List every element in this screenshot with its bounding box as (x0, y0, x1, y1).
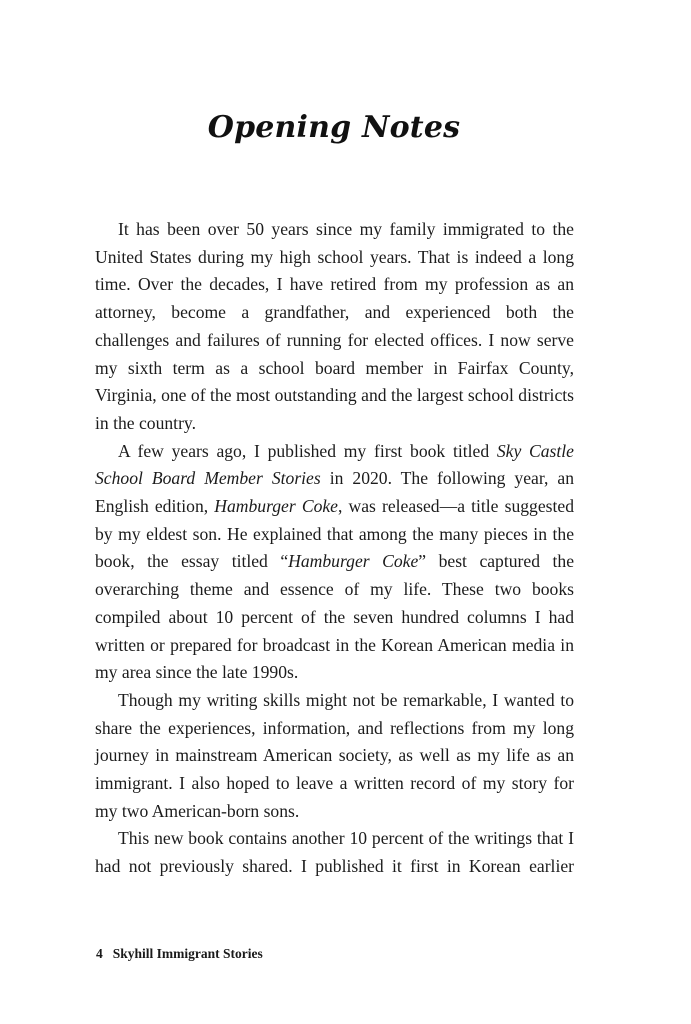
page-number: 4 (96, 946, 103, 961)
paragraph-1-text: It has been over 50 years since my family immigrated to the United States during my high school years. That is indeed a long time. Over the decades, I have retired from my profession as an attorney, become a grandfather, and experienced both the challenges and failures of running for elected offices. I now serve my sixth term as a school board member in Fairfax County, Virginia, one of the most outstanding and the largest school districts in the country. (95, 219, 574, 433)
paragraph-2-text: , was released—a title suggested by my eldest son. He explained that among the many pieces in the book, the essay titled “ (95, 496, 574, 572)
book-title-sky-castle: Sky Castle School Board Member Stories (95, 440, 574, 489)
paragraph-3 (95, 687, 574, 826)
page-title: Opening Notes (207, 110, 461, 145)
running-book-title: Skyhill Immigrant Stories (112, 946, 263, 961)
paragraph-2-text: in 2020. The following year, an English edition, (95, 468, 574, 517)
essay-title-hamburger-coke: Hamburger Coke (288, 551, 419, 572)
paragraph-2 (95, 438, 574, 687)
paragraph-4-text: This new book contains another 10 percent of the writings that I had not previously shared. I published it first in Korean earlier (95, 828, 574, 877)
paragraph-4 (95, 825, 574, 880)
book-title-hamburger-coke: Hamburger Coke (214, 496, 338, 517)
paragraph-2-text: A few years ago, I published my first book titled (118, 440, 497, 461)
body-text (95, 216, 574, 881)
page-footer (96, 946, 263, 962)
paragraph-1 (95, 216, 574, 438)
paragraph-3-text: Though my writing skills might not be remarkable, I wanted to share the experiences, information, and reflections from my long journey in mainstream American society, as well as my life as an immigrant. I also hoped to leave a written record of my story for my two American-born sons. (95, 689, 574, 821)
paragraph-2-text: ” best captured the overarching theme and essence of my life. These two books compiled about 10 percent of the seven hundred columns I had written or prepared for broadcast in the Korean American media in my area since the late 1990s. (95, 551, 575, 683)
